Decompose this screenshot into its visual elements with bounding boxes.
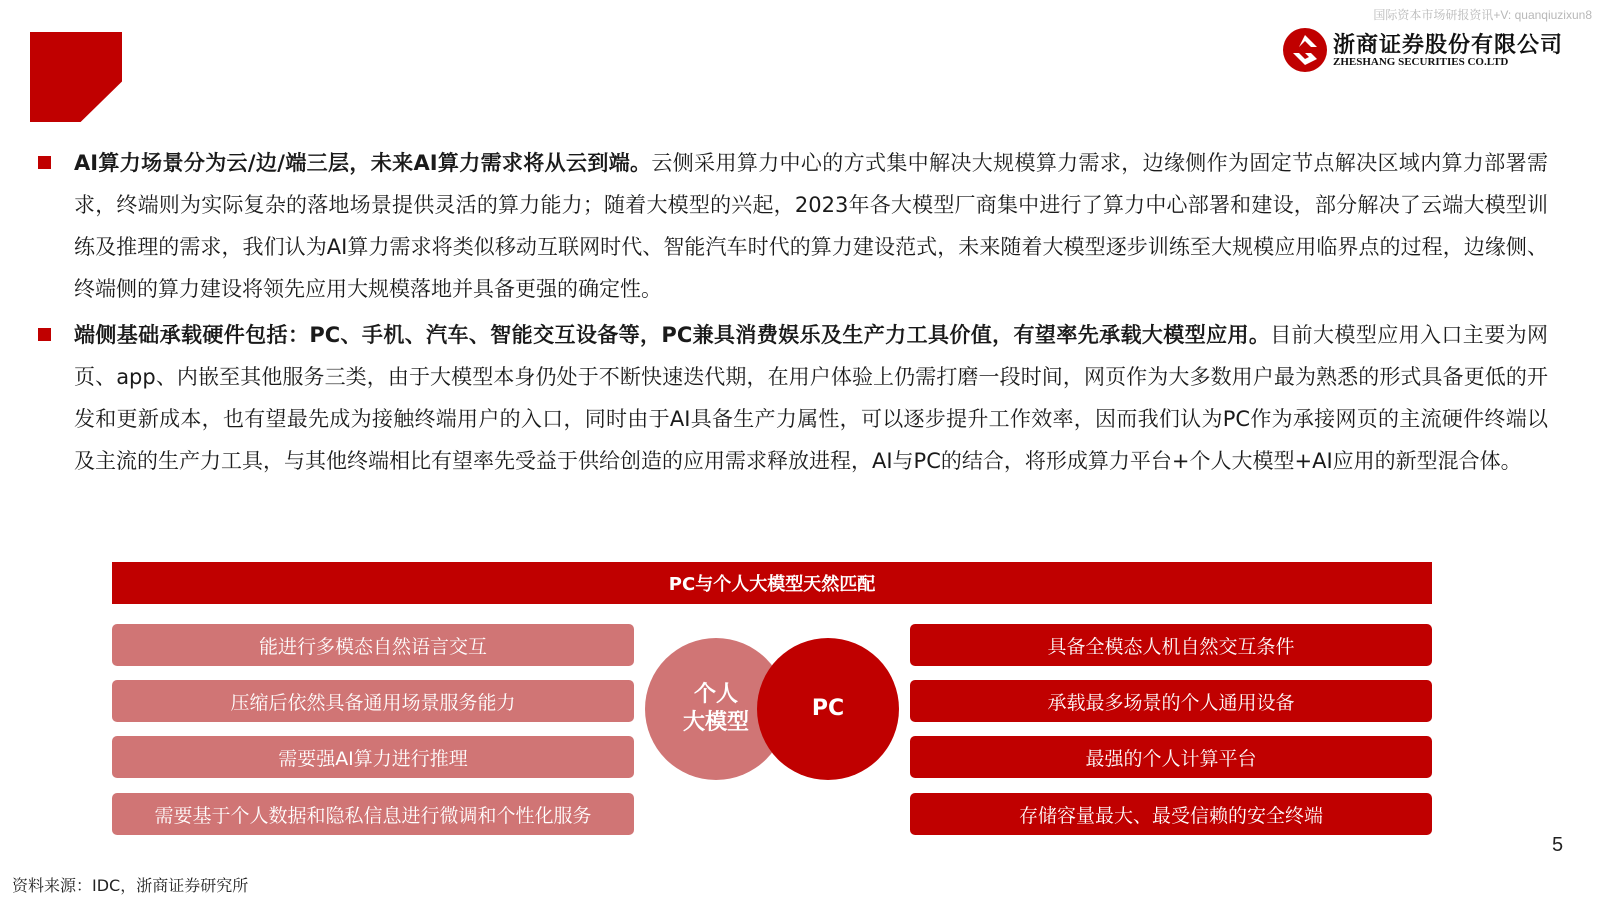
bullet-item <box>38 142 1548 310</box>
left-feature-box: 需要基于个人数据和隐私信息进行微调和个性化服务 <box>112 793 634 835</box>
right-feature-box: 具备全模态人机自然交互条件 <box>910 624 1432 666</box>
company-logo <box>1283 28 1573 76</box>
circle-label-line2: 大模型 <box>682 710 749 735</box>
right-feature-box: 承载最多场景的个人通用设备 <box>910 680 1432 722</box>
logo-name-cn: 浙商证券股份有限公司 <box>1333 32 1564 58</box>
logo-icon <box>1283 28 1327 72</box>
source-note: 资料来源：IDC，浙商证券研究所 <box>12 876 249 895</box>
square-bullet-icon <box>38 156 51 169</box>
corner-decoration <box>30 32 122 122</box>
circle-label-line1: 个人 <box>693 682 738 707</box>
square-bullet-icon <box>38 328 51 341</box>
diagram-banner: PC与个人大模型天然匹配 <box>112 562 1432 604</box>
left-feature-box: 需要强AI算力进行推理 <box>112 736 634 778</box>
bullet-text: 云侧采用算力中心的方式集中解决大规模算力需求，边缘侧作为固定节点解决区域内算力部署需求，终端则为实际复杂的落地场景提供灵活的算力能力；随着大模型的兴起，2023年各大模型厂商集中进行了算力中心部署和建设，部分解决了云端大模型训练及推理的需求，我们认为AI算力需求将类似移动互联网时代、智能汽车时代的算力建设范式，未来随着大模型逐步训练至大规模应用临界点的过程，边缘侧、终端侧的算力建设将领先应用大规模落地并具备更强的确定性。 <box>74 151 1548 301</box>
bullet-text: 目前大模型应用入口主要为网页、app、内嵌至其他服务三类，由于大模型本身仍处于不断快速迭代期，在用户体验上仍需打磨一段时间，网页作为大多数用户最为熟悉的形式具备更低的开发和更新成本，也有望最先成为接触终端用户的入口，同时由于AI具备生产力属性，可以逐步提升工作效率，因而我们认为PC作为承接网页的主流硬件终端以及主流的生产力工具，与其他终端相比有望率先受益于供给创造的应用需求释放进程，AI与PC的结合，将形成算力平台+个人大模型+AI应用的新型混合体。 <box>74 323 1548 473</box>
watermark-text: 国际资本市场研报资讯+V: quanqiuzixun8 <box>1373 8 1592 22</box>
bullet-heading: AI算力场景分为云/边/端三层，未来AI算力需求将从云到端。 <box>74 151 652 175</box>
bullet-heading: 端侧基础承载硬件包括：PC、手机、汽车、智能交互设备等，PC兼具消费娱乐及生产力工具价值，有望率先承载大模型应用。 <box>74 323 1271 347</box>
logo-name-en: ZHESHANG SECURITIES CO.LTD <box>1333 56 1509 68</box>
bullet-item <box>38 314 1548 482</box>
pc-circle <box>757 638 899 780</box>
pc-circle-label: PC <box>811 696 845 721</box>
left-feature-box: 压缩后依然具备通用场景服务能力 <box>112 680 634 722</box>
page-number: 5 <box>1552 834 1564 856</box>
left-feature-box: 能进行多模态自然语言交互 <box>112 624 634 666</box>
right-feature-box: 存储容量最大、最受信赖的安全终端 <box>910 793 1432 835</box>
body-text <box>38 142 1548 486</box>
right-feature-box: 最强的个人计算平台 <box>910 736 1432 778</box>
